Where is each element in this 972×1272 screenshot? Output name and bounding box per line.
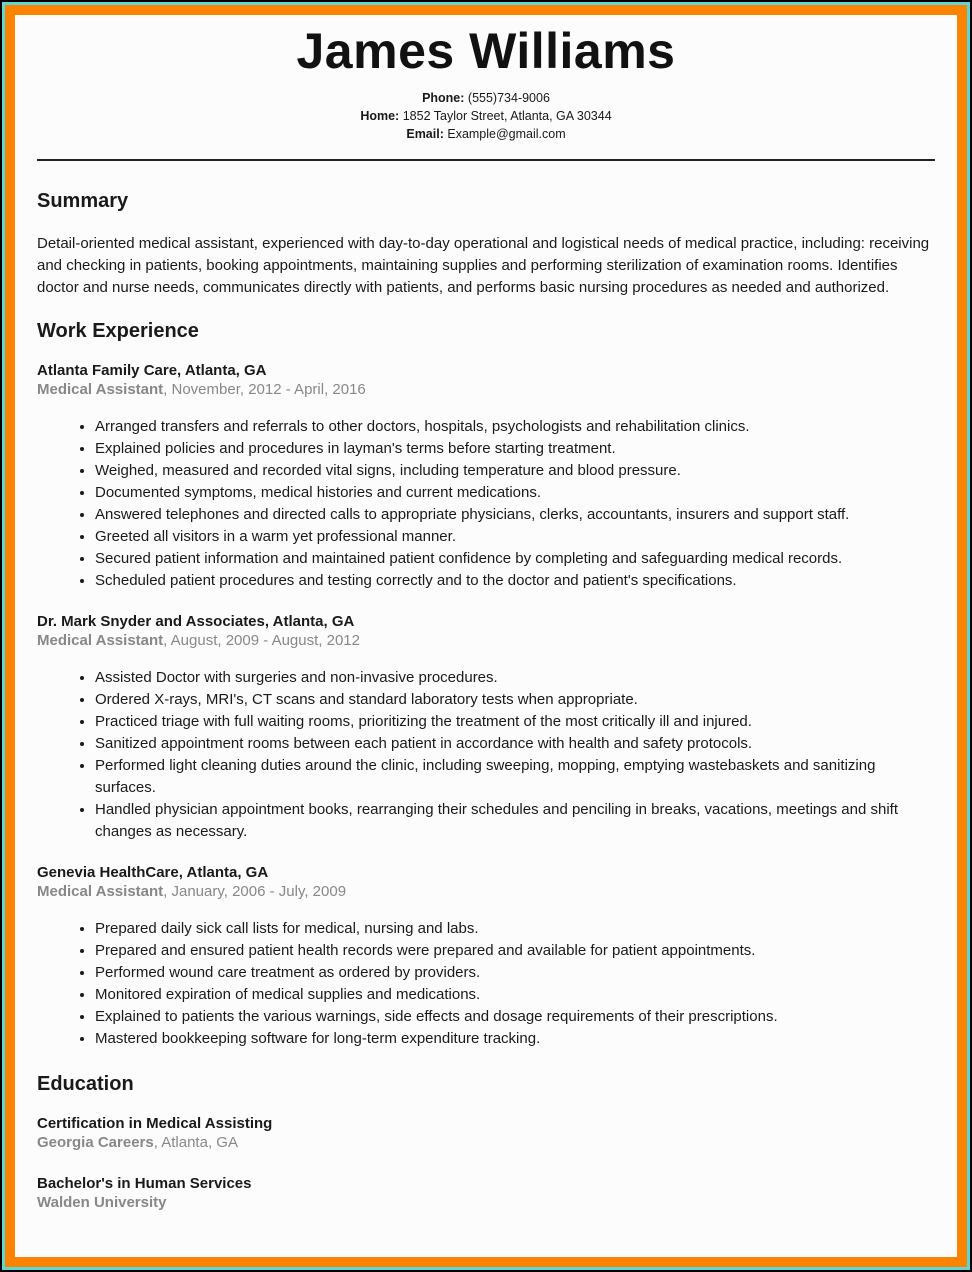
email-label: Email: [406,127,444,141]
school-location: , Atlanta, GA [153,1134,238,1151]
degree: Certification in Medical Assisting [37,1115,273,1132]
school-name: Georgia Careers [37,1134,154,1151]
job-organization [37,612,935,631]
bullet-item: • Secured patient information and maintained patient confidence by completing and safeguarding medical records. [95,548,935,570]
role-title: Medical Assistant [37,632,164,649]
home-value: 1852 Taylor Street, Atlanta, GA 30344 [402,109,612,123]
bullet-item: • Answered telephones and directed calls to appropriate physicians, clerks, accountants, insurers and support staff. [95,504,935,526]
contact-block [37,89,935,143]
email-line [37,125,935,143]
job-role [37,380,935,399]
phone-line [37,89,935,107]
job-organization [37,361,935,380]
candidate-name: James Williams [296,23,676,79]
phone-label: Phone: [422,91,465,105]
role-title: Medical Assistant [37,883,164,900]
home-label: Home: [360,109,400,123]
bullet-item: • Monitored expiration of medical supplies and medications. [95,984,935,1006]
job-bullets [37,416,935,592]
bullet-item: • Documented symptoms, medical histories and current medications. [95,482,935,504]
header-divider [37,159,935,161]
org-location: , Atlanta, GA [178,864,269,881]
bullet-item: • Arranged transfers and referrals to other doctors, hospitals, psychologists and rehabilitation clinics. [95,416,935,438]
job-bullets [37,918,935,1050]
job-role [37,631,935,650]
bullet-item: • Assisted Doctor with surgeries and non-invasive procedures. [95,667,935,689]
degree: Bachelor's in Human Services [37,1175,252,1192]
school-name: Walden University [37,1194,167,1211]
email-value: Example@gmail.com [447,127,566,141]
job-role [37,882,935,901]
bullet-item: • Practiced triage with full waiting rooms, prioritizing the treatment of the most critically ill and injured. [95,711,935,733]
school [37,1193,935,1212]
school [37,1133,935,1152]
bullet-item: • Performed light cleaning duties around the clinic, including sweeping, mopping, emptying wastebaskets and sanitizing surfaces. [95,755,935,799]
role-dates: , August, 2009 - August, 2012 [163,632,360,649]
summary-text: Detail-oriented medical assistant, experienced with day-to-day operational and logistical needs of medical practice, including: receiving and checking in patients, booking appointments, maintaining supplies and performing sterilization of examination rooms. Identifies doctor and nurse needs, communicates directly with patients, and performs basic nursing procedures as needed and authorized. [37,235,930,296]
education-entry [37,1174,935,1212]
bullet-item: • Scheduled patient procedures and testing correctly and to the doctor and patient's specifications. [95,570,935,592]
role-title: Medical Assistant [37,381,164,398]
education-heading: Education [37,1073,134,1095]
bullet-item: • Mastered bookkeeping software for long-term expenditure tracking. [95,1028,935,1050]
home-line [37,107,935,125]
org-location: , Atlanta, GA [177,362,267,379]
bullet-item: • Explained policies and procedures in layman's terms before starting treatment. [95,438,935,460]
role-dates: , November, 2012 - April, 2016 [163,381,366,398]
orange-frame [5,5,967,1267]
page-border [2,2,970,1270]
bullet-item: • Prepared daily sick call lists for medical, nursing and labs. [95,918,935,940]
work-experience-list [37,361,935,1050]
bullet-item: • Greeted all visitors in a warm yet professional manner. [95,526,935,548]
bullet-item: • Handled physician appointment books, rearranging their schedules and penciling in breaks, vacations, meetings and shift changes as necessary. [95,799,935,843]
org-name: Atlanta Family Care [37,362,178,379]
resume-page [15,15,957,1257]
org-location: , Atlanta, GA [264,613,355,630]
bullet-item: • Sanitized appointment rooms between each patient in accordance with health and safety protocols. [95,733,935,755]
education-list [37,1114,935,1212]
job-organization [37,863,935,882]
role-dates: , January, 2006 - July, 2009 [163,883,347,900]
bullet-item: • Explained to patients the various warnings, side effects and dosage requirements of their prescriptions. [95,1006,935,1028]
bullet-item: • Performed wound care treatment as ordered by providers. [95,962,935,984]
education-entry [37,1114,935,1152]
bullet-item: • Weighed, measured and recorded vital signs, including temperature and blood pressure. [95,460,935,482]
job-entry [37,361,935,592]
bullet-item: • Ordered X-rays, MRI's, CT scans and standard laboratory tests when appropriate. [95,689,935,711]
work-heading: Work Experience [37,320,199,342]
bullet-item: • Prepared and ensured patient health records were prepared and available for patient appointments. [95,940,935,962]
job-entry [37,863,935,1050]
org-name: Genevia HealthCare [37,864,179,881]
summary-heading: Summary [37,190,129,212]
job-entry [37,612,935,843]
job-bullets [37,667,935,843]
phone-value: (555)734-9006 [467,91,550,105]
org-name: Dr. Mark Snyder and Associates [37,613,265,630]
